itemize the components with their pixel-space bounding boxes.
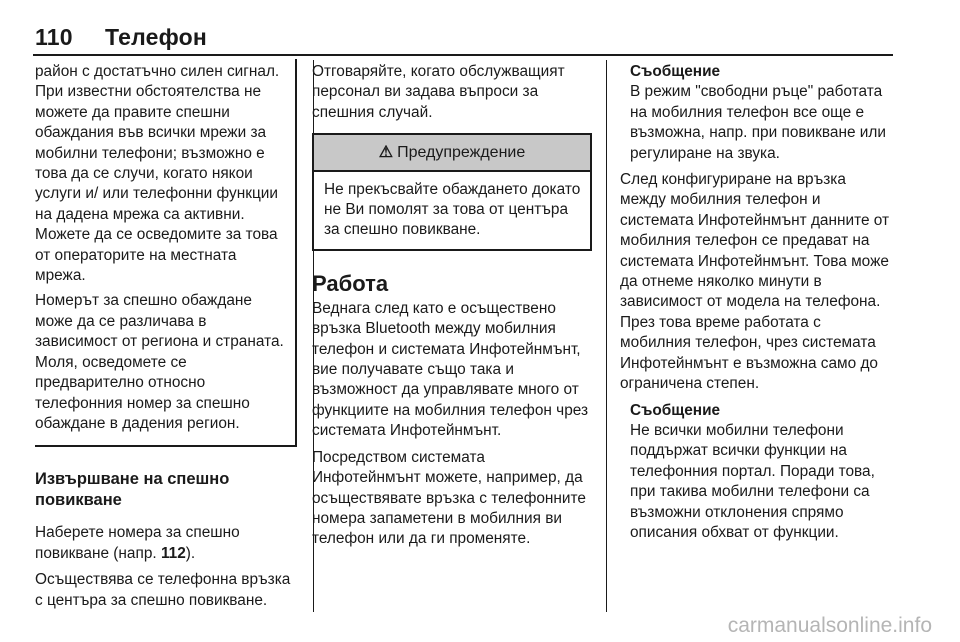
note-1-text: В режим "свободни ръце" работата на мобилния телефон все още е възможна, напр. при повикване или регулиране на звука. <box>630 83 886 162</box>
warning-title: Предупреждение <box>397 144 526 162</box>
warning-box <box>312 133 592 251</box>
warning-header <box>314 135 590 171</box>
column-3 <box>620 62 890 549</box>
column-2 <box>312 62 592 556</box>
box-paragraph-2: Номерът за спешно обаждане може да се различава в зависимост от региона и страната. Моля, осведомете се предварително относно телефонния номер за спешно обаждане в дадения регион. <box>35 292 284 432</box>
operation-heading: Работа <box>312 270 389 296</box>
emergency-number: 112 <box>160 544 186 562</box>
connection-paragraph: Осъществява се телефонна връзка с центъра за спешно повикване. <box>35 571 291 609</box>
header-rule <box>33 54 893 56</box>
page-number: 110 <box>35 24 73 50</box>
note-2-text: Не всички мобилни телефони поддържат всички функции на телефонния портал. Поради това, при такива мобилни телефони са възможни отклонения спрямо описания обхват от функции. <box>630 421 875 541</box>
operation-paragraph-1: Веднага след като е осъществено връзка Bluetooth между мобилния телефон и системата Инфотейнмънт, вие получавате също така и възможност да управлявате много от функциите на мобилния телефон чрез системата Инфотейнмънт. <box>312 299 589 440</box>
column-1 <box>35 62 297 617</box>
config-paragraph: След конфигуриране на връзка между мобилния телефон и системата Инфотейнмънт данните от мобилния телефон се предават на системата Инфотейнмънт. Това може да отнеме няколко минути в зависимост от модела на телефона. През това време работата с мобилния телефон, чрез системата Инфотейнмънт е възможна само до ограничена степен. <box>620 171 890 393</box>
column-divider-2 <box>606 60 607 612</box>
note-2 <box>620 401 890 544</box>
note-1 <box>620 62 890 164</box>
page-title: Телефон <box>105 24 207 50</box>
continued-text-box <box>35 59 297 447</box>
watermark: carmanualsonline.info <box>727 614 932 637</box>
box-paragraph-1: район с достатъчно силен сигнал. При известни обстоятелства не можете да правите спешни обаждания във всички мрежи за мобилни телефони; възможно е това да се случи, когато някои услуги и/ или телефонни функции на дадена мрежа са активни. Можете да се осведомите за това от операторите на местната мрежа. <box>35 63 280 285</box>
page-header <box>35 24 207 51</box>
operation-paragraph-2: Посредством системата Инфотейнмънт можете, например, да осъществявате връзка с телефонните номера запаметени в мобилния ви телефон или да ги променяте. <box>312 448 586 548</box>
warning-triangle-icon: ⚠ <box>378 144 394 162</box>
note-2-title: Съобщение <box>630 401 721 419</box>
emergency-call-heading: Извършване на спешно повикване <box>35 470 230 510</box>
answer-paragraph: Отговаряйте, когато обслужващият персонал ви задава въпроси за спешния случай. <box>312 63 565 121</box>
dial-paragraph: Наберете номера за спешно повикване (напр. 112). <box>35 524 240 562</box>
note-1-title: Съобщение <box>630 63 721 80</box>
warning-text: Не прекъсвайте обаждането докато не Ви помолят за това от центъра за спешно повикване. <box>324 180 581 239</box>
